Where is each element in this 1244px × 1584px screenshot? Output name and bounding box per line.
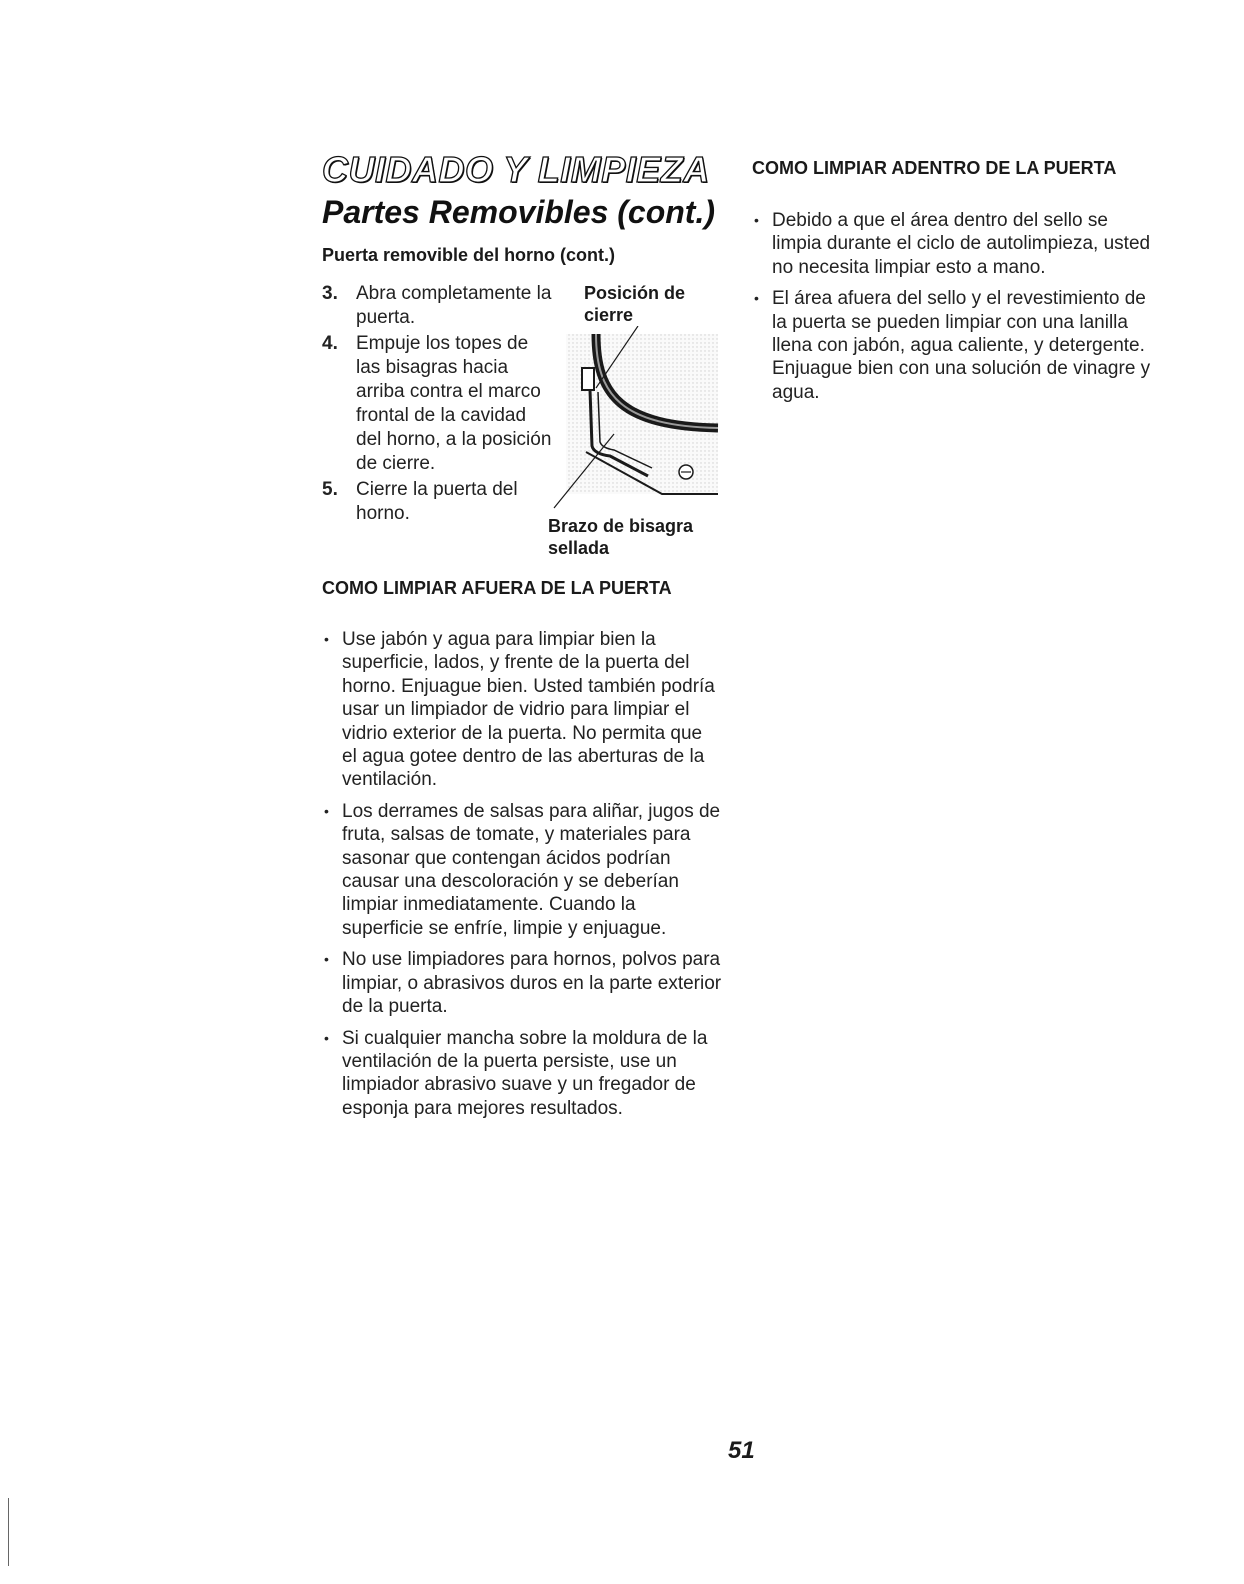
hinge-illustration	[552, 326, 722, 510]
figure-label-hinge-arm: Brazo de bisagra sellada	[548, 516, 694, 558]
step-text: Cierre la puerta del horno.	[356, 479, 518, 524]
step-item	[322, 282, 552, 330]
page-title: CUIDADO Y LIMPIEZA	[322, 149, 710, 190]
inside-cleaning-heading: COMO LIMPIAR ADENTRO DE LA PUERTA	[752, 158, 1117, 178]
list-item: • Use jabón y agua para limpiar bien la superficie, lados, y frente de la puerta del horno. Enjuague bien. Usted también podría usar un limpiador de vidrio para limpiar el vidrio exterior de la puerta. No permita que el agua gotee dentro de las aberturas de la ventilación.	[322, 628, 722, 792]
step-number: 5.	[322, 479, 338, 500]
page-number: 51	[728, 1437, 755, 1464]
step-number: 3.	[322, 283, 338, 304]
step-item	[322, 478, 552, 526]
scan-edge-mark	[8, 1498, 9, 1566]
outside-cleaning-list	[322, 628, 722, 1128]
list-item: • Los derrames de salsas para aliñar, jugos de fruta, salsas de tomate, y materiales para sasonar que contengan ácidos podrían causar una descoloración y se deberían limpiar inmediatamente. Cuando la superficie se enfríe, limpie y enjuague.	[322, 800, 722, 940]
list-item: • No use limpiadores para hornos, polvos para limpiar, o abrasivos duros en la parte exterior de la puerta.	[322, 948, 722, 1018]
figure-label-lock-position: Posición de cierre	[584, 283, 686, 325]
step-item	[322, 332, 552, 476]
hinge-stop	[582, 368, 594, 390]
list-item: • El área afuera del sello y el revestimiento de la puerta se pueden limpiar con una lanilla llena con jabón, agua caliente, y detergente. Enjuague bien con una solución de vinagre y agua.	[752, 287, 1152, 404]
step-number: 4.	[322, 333, 338, 354]
inside-cleaning-list	[752, 209, 1152, 412]
steps-list	[322, 282, 552, 528]
door-section-heading: Puerta removible del horno (cont.)	[322, 245, 616, 265]
page-subtitle: Partes Removibles (cont.)	[322, 194, 715, 230]
outside-cleaning-heading: COMO LIMPIAR AFUERA DE LA PUERTA	[322, 578, 672, 598]
list-item: • Si cualquier mancha sobre la moldura de la ventilación de la puerta persiste, use un limpiador abrasivo suave y un fregador de esponja para mejores resultados.	[322, 1027, 722, 1121]
step-text: Empuje los topes de las bisagras hacia arriba contra el marco frontal de la cavidad del horno, a la posición de cierre.	[356, 333, 552, 474]
list-item: • Debido a que el área dentro del sello se limpia durante el ciclo de autolimpieza, usted no necesita limpiar esto a mano.	[752, 209, 1152, 279]
step-text: Abra completamente la puerta.	[356, 283, 552, 328]
